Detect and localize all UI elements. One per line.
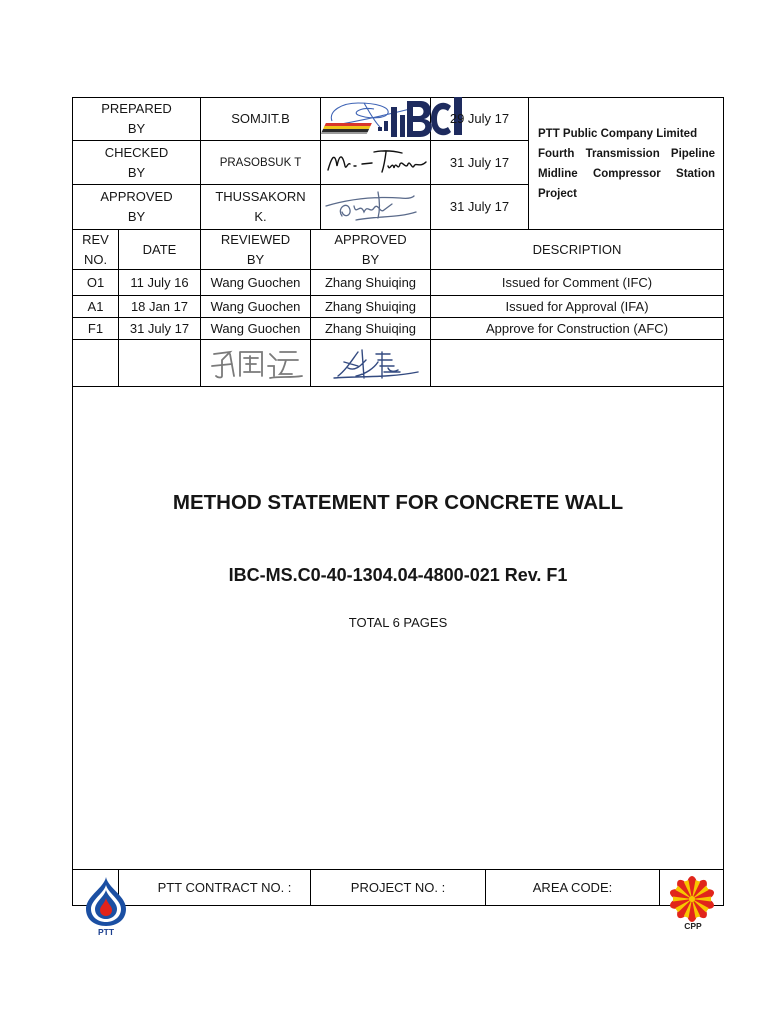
prepared-by-label: PREPARED BY: [73, 98, 201, 141]
cpp-logo-flower: [668, 876, 715, 922]
revision-approved-by-signature: [318, 342, 426, 384]
reviewed-by-signature: [204, 342, 308, 384]
table-row-reviewed-by: Wang Guochen: [201, 270, 311, 296]
approved-date: 31 July 17: [431, 185, 529, 230]
checked-by-name: PRASOBSUK T: [201, 141, 321, 185]
reviewed-by-header: REVIEWED BY: [201, 230, 311, 270]
approved-by-label: APPROVED BY: [73, 185, 201, 230]
table-row-rev: F1: [73, 318, 119, 340]
signature-row-rev-cell: [73, 340, 119, 387]
total-pages: TOTAL 6 PAGES: [348, 615, 448, 630]
cpp-logo-text: CPP: [684, 921, 702, 931]
approved-by-header: APPROVED BY: [311, 230, 431, 270]
project-no-label: PROJECT NO. :: [311, 870, 486, 906]
table-row-description: Approve for Construction (AFC): [431, 318, 724, 340]
rev-no-header: REV NO.: [73, 230, 119, 270]
document-title: METHOD STATEMENT FOR CONCRETE WALL: [172, 491, 624, 514]
client-company-name: PTT Public Company Limited: [538, 127, 698, 140]
table-row-approved-by: Zhang Shuiqing: [311, 318, 431, 340]
title-box: [73, 387, 724, 870]
area-code-label: AREA CODE:: [486, 870, 660, 906]
logo-stripes: [321, 123, 372, 134]
table-row-date: 31 July 17: [119, 318, 201, 340]
table-row-rev: O1: [73, 270, 119, 296]
prepared-by-name: SOMJIT.B: [201, 98, 321, 141]
checked-date: 31 July 17: [431, 141, 529, 185]
description-header: DESCRIPTION: [431, 230, 724, 270]
table-row-approved-by: Zhang Shuiqing: [311, 296, 431, 318]
table-row-description: Issued for Comment (IFC): [431, 270, 724, 296]
contract-no-label: PTT CONTRACT NO. :: [119, 870, 311, 906]
project-name: Fourth Transmission Pipeline Midline Compressor Station Project: [538, 147, 715, 200]
approved-by-signature: [320, 186, 420, 226]
table-row-date: 18 Jan 17: [119, 296, 201, 318]
checked-by-signature: [322, 142, 430, 182]
cpp-logo: [665, 874, 721, 932]
signature-row-date-cell: [119, 340, 201, 387]
cpp-logo-center: [689, 896, 695, 902]
client-project-panel: [529, 98, 724, 230]
table-row-reviewed-by: Wang Guochen: [201, 318, 311, 340]
date-header: DATE: [119, 230, 201, 270]
table-row-description: Issued for Approval (IFA): [431, 296, 724, 318]
ptt-logo: [82, 876, 130, 938]
approved-by-name: THUSSAKORN K.: [201, 185, 321, 230]
table-row-reviewed-by: Wang Guochen: [201, 296, 311, 318]
table-row-approved-by: Zhang Shuiqing: [311, 270, 431, 296]
prepared-date: 29 July 17: [431, 98, 529, 141]
signature-row-description-cell: [431, 340, 724, 387]
table-row-rev: A1: [73, 296, 119, 318]
document-number: IBC-MS.C0-40-1304.04-4800-021 Rev. F1: [228, 565, 568, 585]
table-row-date: 11 July 16: [119, 270, 201, 296]
ptt-logo-text: PTT: [97, 927, 115, 937]
checked-by-label: CHECKED BY: [73, 141, 201, 185]
